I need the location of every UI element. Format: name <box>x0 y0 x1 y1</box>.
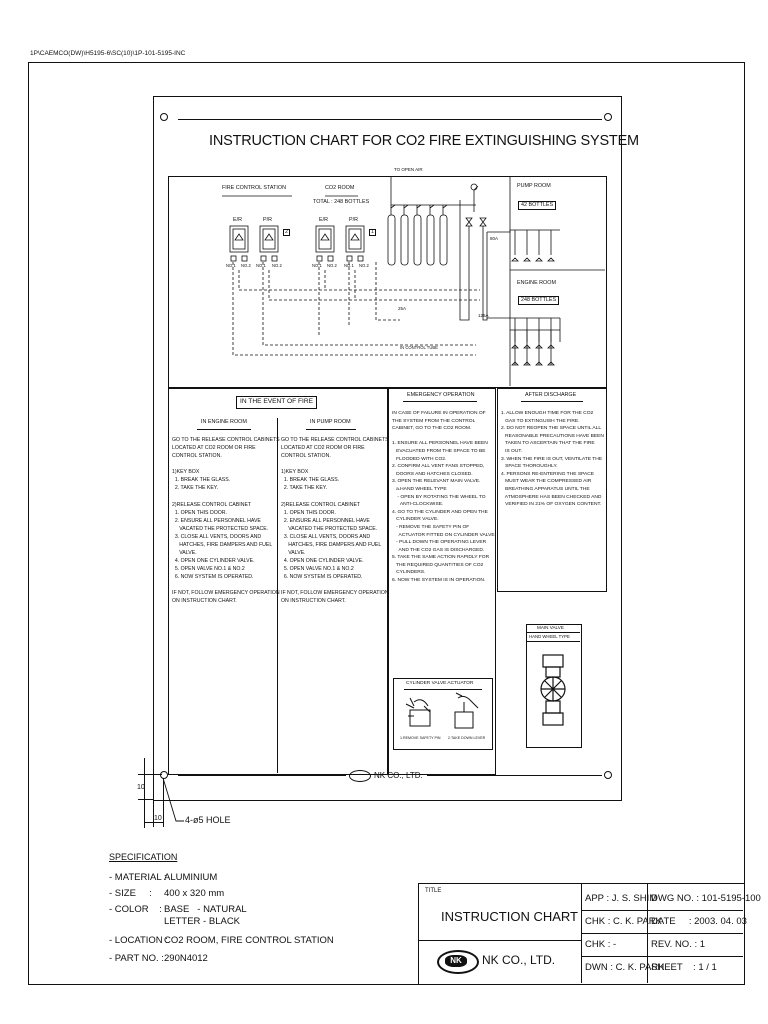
spec-item: - COLOR : BASE - NATURAL <box>109 904 247 915</box>
hole-spec: 4-ø5 HOLE <box>185 815 231 825</box>
cyl-step-2: 2.TAKE DOWN LEVER <box>448 736 486 740</box>
spec-item: LETTER - BLACK <box>164 916 241 927</box>
after-discharge-title: AFTER DISCHARGE <box>525 392 577 398</box>
engine-room-steps: GO TO THE RELEASE CONTROL CABINETS LOCATED AT CO2 ROOM OR FIRE CONTROL STATION. 1)KEY BOX 1. BREAK THE GLASS. 2. TAKE THE KEY. 2)RELEASE CONTROL CABINET 1. OPEN THIS DOOR. 2. ENSURE ALL PERSONNEL HAVE VACATED THE PROTECTED SPACE. 3. CLOSE ALL VENTS, DOORS AND HATCHES, FIRE DAMPERS AND FUEL VALVE. 4. OPEN ONE CYLINDER VALVE. 5. OPEN VALVE NO.1 & NO.2 6. NOW SYSTEM IS OPERATED. IF NOT, FOLLOW EMERGENCY OPERATION ON INSTRUCTION CHART. <box>172 437 280 605</box>
plate-company: NK CO., LTD. <box>374 771 423 780</box>
revision-number: REV. NO. : 1 <box>651 939 706 950</box>
pump-room-steps: GO TO THE RELEASE CONTROL CABINETS LOCATED AT CO2 ROOM OR FIRE CONTROL STATION. 1)KEY BOX 1. BREAK THE GLASS. 2. TAKE THE KEY. 2)RELEASE CONTROL CABINET 1. OPEN THIS DOOR. 2. ENSURE ALL PERSONNEL HAVE VACATED THE PROTECTED SPACE. 3. CLOSE ALL VENTS, DOORS AND HATCHES, FIRE DAMPERS AND FUEL VALVE. 4. OPEN ONE CYLINDER VALVE. 5. OPEN VALVE NO.1 & NO.2 6. NOW SYSTEM IS OPERATED. IF NOT, FOLLOW EMERGENCY OPERATION ON INSTRUCTION CHART. <box>281 437 389 605</box>
nk-logo-icon: NK <box>437 950 479 974</box>
cylinder-actuator-title: CYLINDER VALVE ACTUATOR <box>406 681 474 686</box>
drawing-number: DWG NO. : 101-5195-100 <box>651 893 761 904</box>
spec-item: - PART NO. :290N4012 <box>109 953 208 964</box>
nk-logo-icon <box>349 770 371 782</box>
spec-list <box>109 872 334 969</box>
hand-wheel-label: HAND WHEEL TYPE <box>529 634 570 639</box>
label-pump-room: PUMP ROOM <box>517 183 551 189</box>
label-er: E/R <box>319 217 328 223</box>
emergency-steps: IN CASE OF FAILURE IN OPERATION OF THE SYSTEM FROM THE CONTROL CABINET, GO TO THE CO2 ROOM. 1. ENSURE ALL PERSONNEL HAVE BEEN EVACUATED FROM THE SPACE TO BE FLOODED WITH CO2. 2. CONFIRM ALL VENT FANS STOPPED, DOORS AND HATCHES CLOSED. 3. OPEN THE RELEVANT MAIN VALVE. a.HAND WHEEL TYPE - OPEN BY ROTATING THE WHEEL TO ANTI-CLOCKWISE. 4. GO TO THE CYLINDER AND OPEN THE CYLINDER VALVE. - REMOVE THE SAFETY PIN OF ACTUATOR FITTED ON CYLINDER VALVE. - PULL DOWN THE OPERATING LEVER AND THE CO2 GAS IS DISCHARGED. 5. TAKE THE SAME ACTION RAPIDLY FOR THE REQUIRED QUANTITIES OF CO2 CYLINDERS. 6. NOW THE SYSTEM IS IN OPERATION. <box>392 411 496 584</box>
cyl-step-1: 1.REMOVE SAFETY PIN <box>400 736 441 740</box>
label-total: TOTAL : 248 BOTTLES <box>313 199 370 205</box>
main-valve-label: MAIN VALVE <box>537 625 564 630</box>
drawing-title: INSTRUCTION CHART <box>441 909 578 924</box>
label-pr: P/R <box>349 217 358 223</box>
plate-title: INSTRUCTION CHART FOR CO2 FIRE EXTINGUISHING SYSTEM <box>209 133 639 149</box>
spec-item: - LOCATION :CO2 ROOM, FIRE CONTROL STATION <box>109 935 334 946</box>
label-pump-bottles: 42 BOTTLES <box>518 201 556 210</box>
emergency-title: EMERGENCY OPERATION <box>407 392 475 398</box>
dim-horizontal: 10 <box>154 815 162 822</box>
after-discharge-steps: 1. ALLOW ENOUGH TIME FOR THE CO2 GAS TO EXTINGUISH THE FIRE. 2. DO NOT REOPEN THE SPACE UNTIL ALL REASONABLE PRECAUTIONS HAVE BEEN TAKEN TO ASCERTAIN THAT THE FIRE IS OUT. 3. WHEN THE FIRE IS OUT, VENTILATE THE SPACE THOROUGHLY. 4. PERSONS RE-ENTERING THE SPACE MUST WEAR THE COMPRESSED AIR BREATHING APPARATUS UNTIL THE ATMOSPHERE HAS BEEN CHECKED AND VERIFIED IN 21% OF OXYGEN CONTENT. <box>501 411 604 508</box>
spec-item: - SIZE : 400 x 320 mm <box>109 888 225 899</box>
label-fire-control-station: FIRE CONTROL STATION <box>222 185 286 191</box>
label-pr: P/R <box>263 217 272 223</box>
engine-room-title: IN ENGINE ROOM <box>201 419 247 425</box>
spec-item: - MATERIAL :ALUMINIUM <box>109 872 218 883</box>
checked-by-2: CHK : - <box>585 939 617 950</box>
drawn-by: DWN : C. K. PARK <box>585 962 665 973</box>
file-path: 1P\CAEMCO(DW)\H5195-6\SC(10)\1P-101-5195-INC <box>30 50 186 57</box>
checked-by: CHK : C. K. PARK <box>585 916 662 927</box>
label-open-air: TO OPEN AIR <box>394 167 423 172</box>
label-er: E/R <box>233 217 242 223</box>
sheet-number: SHEET : 1 / 1 <box>651 962 717 973</box>
title-company: NK CO., LTD. <box>482 953 556 967</box>
title-label: TITLE <box>425 888 442 894</box>
label-co2-room: CO2 ROOM <box>325 185 355 191</box>
pump-room-title: IN PUMP ROOM <box>310 419 351 425</box>
drawing-date: DATE : 2003. 04. 03 <box>651 916 747 927</box>
actuator-illustration-icon <box>400 692 490 736</box>
hand-wheel-valve-icon <box>526 641 580 746</box>
dim-vertical: 10 <box>137 784 145 791</box>
approved-by: APP : J. S. SHIM <box>585 893 658 904</box>
label-engine-room: ENGINE ROOM <box>517 280 556 286</box>
in-event-of-fire: IN THE EVENT OF FIRE <box>236 396 317 409</box>
spec-title: SPECIFICATION <box>109 852 178 862</box>
label-engine-bottles: 248 BOTTLES <box>518 296 559 305</box>
